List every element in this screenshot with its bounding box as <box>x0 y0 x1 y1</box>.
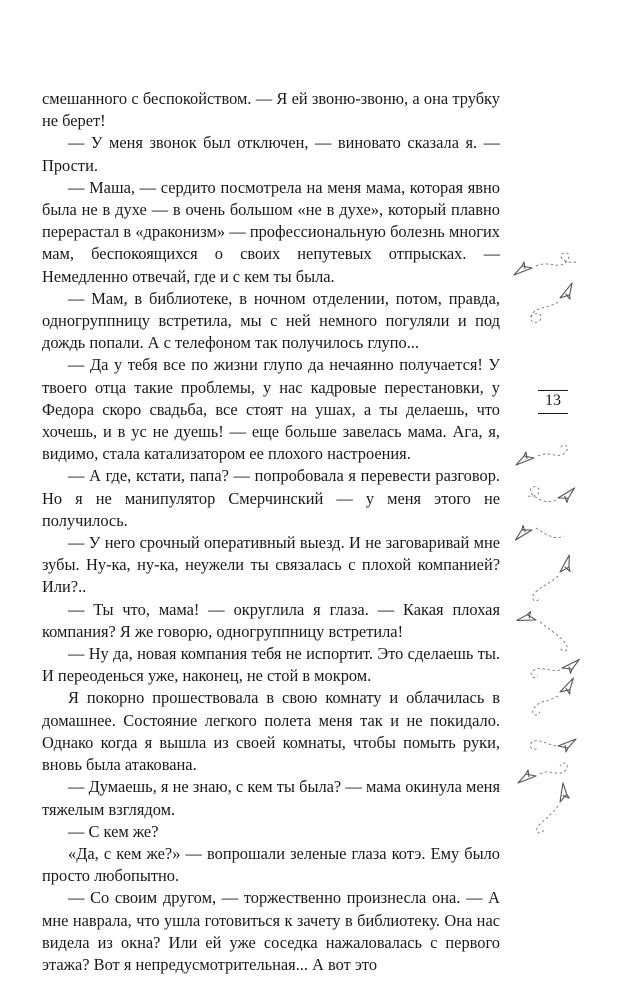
paper-airplane-icon <box>557 488 577 504</box>
paper-airplane-icon <box>517 608 538 626</box>
flight-trail <box>528 487 556 502</box>
paper-airplane-icon <box>556 555 578 577</box>
flight-trail <box>536 528 564 538</box>
flight-trail <box>530 302 558 322</box>
paragraph: — Маша, — сердито посмотрела на меня мама, которая явно была не в духе — в очень большом «не в духе», который плавно перерастал в «драконизм» — профессиональную болезнь многих мам, беспокоящихся о своих непутевых отпрысках. — Немедленно отвечай, где и с кем ты была. <box>42 177 500 286</box>
flight-trail <box>531 669 560 678</box>
paragraph: — У меня звонок был отключен, — виновато сказала я. — Прости. <box>42 133 500 175</box>
paper-airplane-icon <box>518 770 536 783</box>
paragraph: — Думаешь, я не знаю, с кем ты была? — мама окинула меня тяжелым взглядом. <box>42 777 500 819</box>
flight-trail <box>530 741 556 750</box>
paragraph: — Мам, в библиотеке, в ночном отделении, потом, правда, одногруппницу встретила, мы с ней немного погуляли и под дождь попали. А с телефоном так получилось глупо... <box>42 288 500 353</box>
paragraph: — Ты что, мама! — округлила я глаза. — Какая плохая компания? Я же говорю, одногруппницу встретила! <box>42 599 500 641</box>
flight-trail <box>533 576 558 601</box>
paper-airplane-icon <box>513 524 533 540</box>
page-number-text: 13 <box>545 392 561 409</box>
paragraph: — Ну да, новая компания тебя не испортит. Это сделаешь ты. И переоденься уже, наконец, не стой в мокром. <box>42 644 500 686</box>
flight-trail <box>540 622 567 651</box>
flight-trail <box>540 763 567 774</box>
paragraph: смешанного с беспокойством. — Я ей звоню-звоню, а она трубку не берет! <box>42 89 500 131</box>
paragraph: — А где, кстати, папа? — попробовала я перевести разговор. Но я не манипулятор Смерчинский — у меня этого не получилось. <box>42 466 500 530</box>
paper-airplanes-decoration <box>510 240 610 840</box>
paragraph: — С кем же? <box>68 821 159 841</box>
paper-airplane-icon <box>561 659 580 674</box>
body-text <box>42 88 500 976</box>
paragraph: «Да, с кем же?» — вопрошали зеленые глаза котэ. Ему было просто любопытно. <box>42 843 500 886</box>
paragraph: Я покорно прошествовала в свою комнату и облачилась в домашнее. Состояние легкого полета меня так и не покидало. Однако когда я вышла из своей комнаты, чтобы помыть руки, вновь была атакована. <box>42 688 500 775</box>
paper-airplane-icon <box>514 262 532 275</box>
paper-airplane-icon <box>557 283 579 303</box>
paper-airplane-icon <box>554 783 574 805</box>
paper-airplane-icon <box>558 739 576 752</box>
paragraph: — Да у тебя все по жизни глупо да нечаянно получается! У твоего отца такие проблемы, у нас кадровые перестановки, у Федора скоро свадьба, все стоят на ушах, а ты делаешь, что хочешь, и в ус не дуешь! — еще больше завелась мама. Ага, я, видимо, стала катализатором ее плохого настроения. <box>42 355 500 464</box>
flight-trail <box>533 696 558 715</box>
flight-trail <box>536 253 576 266</box>
flight-trail <box>537 806 558 833</box>
paragraph: — У него срочный оперативный выезд. И не заговаривай мне зубы. Ну-ка, ну-ка, неужели ты связалась с плохой компанией? Или?.. <box>42 533 500 597</box>
paper-airplane-icon <box>516 452 534 465</box>
paragraph: — Со своим другом, — торжественно произнесла она. — А мне наврала, что ушла готовиться к зачету в библиотеку. Она нас видела из окна? Или ей уже соседка нажаловалась с первого этажа? Вот я непредусмотрительная... А вот это <box>42 888 500 974</box>
flight-trail <box>538 445 567 456</box>
paper-airplane-icon <box>557 678 579 697</box>
